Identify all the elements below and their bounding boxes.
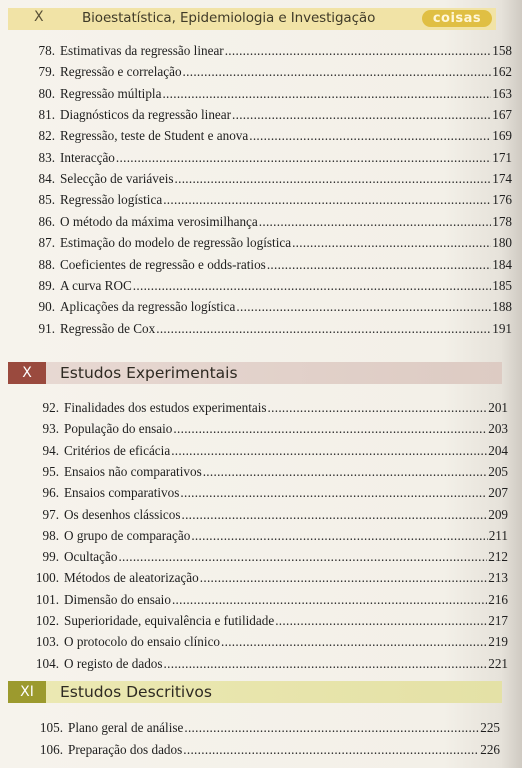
dot-leader bbox=[172, 592, 487, 608]
running-header bbox=[8, 8, 496, 30]
toc-entry-number: 99. bbox=[42, 549, 59, 565]
toc-entry-page-number: 213 bbox=[488, 570, 508, 586]
toc-entry[interactable] bbox=[0, 64, 512, 84]
toc-entry[interactable] bbox=[0, 528, 508, 548]
dot-leader bbox=[275, 613, 487, 629]
toc-entry-number: 83. bbox=[38, 149, 55, 165]
toc-entry-number: 96. bbox=[42, 485, 59, 501]
toc-entry-title: Finalidades dos estudos experimentais bbox=[64, 400, 267, 415]
toc-entry-title: Coeficientes de regressão e odds-ratios bbox=[60, 256, 266, 272]
toc-entry[interactable] bbox=[0, 235, 512, 255]
toc-entry-number: 88. bbox=[38, 256, 55, 272]
toc-entry-number: 94. bbox=[42, 442, 59, 458]
toc-entry-page-number: 178 bbox=[492, 213, 512, 229]
toc-entry[interactable] bbox=[0, 421, 508, 441]
toc-entry-page-number: 212 bbox=[488, 549, 508, 565]
section-header-estudos-experimentais bbox=[8, 362, 502, 384]
toc-entry-title: O método da máxima verosimilhança bbox=[60, 213, 258, 229]
toc-entry-page-number: 217 bbox=[488, 613, 508, 628]
dot-leader bbox=[173, 421, 487, 437]
dot-leader bbox=[203, 464, 488, 480]
toc-entry[interactable] bbox=[0, 742, 500, 762]
dot-leader bbox=[267, 257, 491, 273]
dot-leader bbox=[175, 171, 492, 187]
toc-entry-number: 106. bbox=[39, 742, 63, 757]
toc-entry[interactable] bbox=[0, 299, 512, 319]
toc-entry[interactable] bbox=[0, 443, 508, 463]
toc-entry-page-number: 180 bbox=[492, 235, 512, 251]
header-chapter-numeral: X bbox=[34, 9, 44, 25]
toc-entry-title: O registo de dados bbox=[64, 655, 163, 671]
toc-entry[interactable] bbox=[0, 171, 512, 191]
toc-entry[interactable] bbox=[0, 613, 508, 633]
toc-entry[interactable] bbox=[0, 278, 512, 298]
toc-entry-page-number: 184 bbox=[492, 256, 512, 272]
toc-entry-title: O protocolo do ensaio clínico bbox=[64, 634, 221, 650]
toc-entry[interactable] bbox=[0, 507, 508, 527]
toc-entry[interactable] bbox=[0, 634, 508, 654]
toc-entry-page-number: 162 bbox=[492, 64, 512, 80]
dot-leader bbox=[162, 86, 491, 102]
toc-entry-number: 97. bbox=[42, 506, 59, 522]
toc-entry-page-number: 174 bbox=[492, 171, 512, 187]
toc-entry-title: Estimativas da regressão linear bbox=[60, 43, 224, 58]
toc-entry-number: 82. bbox=[38, 128, 55, 144]
toc-entry-title: Critérios de eficácia bbox=[64, 442, 171, 458]
dot-leader bbox=[171, 443, 487, 459]
toc-entry-title: Preparação dos dados bbox=[68, 742, 183, 757]
toc-entry-page-number: 207 bbox=[488, 485, 508, 501]
toc-entry-title: Regressão logística bbox=[60, 192, 163, 208]
toc-entry[interactable] bbox=[0, 257, 512, 277]
dot-leader bbox=[164, 656, 488, 672]
dot-leader bbox=[118, 549, 487, 565]
dot-leader bbox=[156, 321, 491, 337]
toc-entry-number: 89. bbox=[38, 277, 55, 293]
toc-entry-number: 78. bbox=[38, 43, 55, 58]
toc-entry-number: 103. bbox=[35, 634, 59, 650]
toc-entry-number: 104. bbox=[35, 655, 59, 671]
dot-leader bbox=[249, 128, 491, 144]
toc-entry[interactable] bbox=[0, 549, 508, 569]
toc-entry-page-number: 176 bbox=[492, 192, 512, 208]
toc-entry-number: 81. bbox=[38, 107, 55, 123]
toc-entry-number: 80. bbox=[38, 85, 55, 101]
section-numeral-badge: XI bbox=[8, 681, 46, 703]
section-numeral-badge: X bbox=[8, 362, 46, 384]
toc-entry-title: Regressão e correlação bbox=[60, 64, 182, 80]
dot-leader bbox=[191, 528, 487, 544]
toc-entry[interactable] bbox=[0, 86, 512, 106]
toc-entry-title: Interacção bbox=[60, 149, 115, 165]
toc-entry[interactable] bbox=[0, 214, 512, 234]
publisher-logo: coisas bbox=[422, 10, 492, 27]
toc-entry-page-number: 203 bbox=[488, 421, 508, 437]
toc-entry[interactable] bbox=[0, 570, 508, 590]
toc-entry-title: Regressão, teste de Student e anova bbox=[60, 128, 249, 144]
toc-entry-number: 98. bbox=[42, 527, 59, 543]
toc-entry-page-number: 171 bbox=[492, 149, 512, 165]
toc-entry-number: 95. bbox=[42, 463, 59, 479]
dot-leader bbox=[236, 299, 491, 315]
toc-entry-page-number: 167 bbox=[492, 107, 512, 123]
dot-leader bbox=[133, 278, 491, 294]
toc-entry-title: Diagnósticos da regressão linear bbox=[60, 107, 232, 123]
toc-entry[interactable] bbox=[0, 128, 512, 148]
toc-entry-title: Os desenhos clássicos bbox=[64, 506, 181, 522]
toc-entry-title: Estimação do modelo de regressão logística bbox=[60, 235, 292, 251]
toc-entry-number: 86. bbox=[38, 213, 55, 229]
dot-leader bbox=[163, 192, 491, 208]
toc-entry-number: 92. bbox=[42, 400, 59, 415]
toc-entry-page-number: 225 bbox=[480, 720, 500, 735]
section-header-estudos-descritivos bbox=[8, 681, 502, 703]
toc-entry[interactable] bbox=[0, 400, 508, 420]
toc-entry[interactable] bbox=[0, 720, 500, 740]
toc-entry-number: 90. bbox=[38, 299, 55, 315]
section-title: Estudos Descritivos bbox=[60, 683, 212, 701]
toc-entry-page-number: 219 bbox=[488, 634, 508, 650]
dot-leader bbox=[232, 107, 491, 123]
dot-leader bbox=[183, 742, 479, 758]
toc-entry-page-number: 191 bbox=[492, 320, 512, 336]
dot-leader bbox=[259, 214, 491, 230]
toc-entry-page-number: 185 bbox=[492, 277, 512, 293]
dot-leader bbox=[183, 64, 492, 80]
toc-entry[interactable] bbox=[0, 192, 512, 212]
header-book-title: Bioestatística, Epidemiologia e Investigação bbox=[82, 10, 376, 26]
toc-entry-page-number: 209 bbox=[488, 506, 508, 522]
toc-entry-number: 101. bbox=[35, 591, 59, 607]
toc-entry[interactable] bbox=[0, 656, 508, 676]
toc-entry[interactable] bbox=[0, 485, 508, 505]
dot-leader bbox=[184, 720, 479, 736]
toc-entry-page-number: 221 bbox=[488, 655, 508, 671]
toc-entry-title: Plano geral de análise bbox=[68, 720, 184, 735]
toc-entry-number: 85. bbox=[38, 192, 55, 208]
toc-entry-number: 102. bbox=[35, 613, 59, 628]
toc-entry[interactable] bbox=[0, 464, 508, 484]
toc-entry-number: 105. bbox=[39, 720, 63, 735]
toc-entry-title: O grupo de comparação bbox=[64, 527, 191, 543]
toc-entry[interactable] bbox=[0, 43, 512, 63]
toc-entry[interactable] bbox=[0, 107, 512, 127]
toc-entry-title: Selecção de variáveis bbox=[60, 171, 174, 187]
toc-entry[interactable] bbox=[0, 150, 512, 170]
toc-entry-title: A curva ROC bbox=[60, 277, 132, 293]
toc-entry-page-number: 226 bbox=[480, 742, 500, 757]
toc-entry-title: Aplicações da regressão logística bbox=[60, 299, 236, 315]
toc-entry-title: Dimensão do ensaio bbox=[64, 591, 171, 607]
toc-entry-title: Superioridade, equivalência e futilidade bbox=[64, 613, 275, 628]
toc-entry-title: Métodos de aleatorização bbox=[64, 570, 199, 586]
toc-entry-page-number: 169 bbox=[492, 128, 512, 144]
toc-entry-number: 84. bbox=[38, 171, 55, 187]
toc-entry-page-number: 201 bbox=[488, 400, 508, 415]
toc-entry-title: Regressão múltipla bbox=[60, 85, 162, 101]
toc-entry-title: População do ensaio bbox=[64, 421, 173, 437]
toc-entry-number: 87. bbox=[38, 235, 55, 251]
dot-leader bbox=[225, 43, 492, 59]
toc-entry-title: Ensaios comparativos bbox=[64, 485, 180, 501]
dot-leader bbox=[200, 570, 487, 586]
toc-entry[interactable] bbox=[0, 321, 512, 341]
toc-entry[interactable] bbox=[0, 592, 508, 612]
toc-entry-page-number: 204 bbox=[488, 442, 508, 458]
toc-entry-page-number: 205 bbox=[488, 463, 508, 479]
toc-entry-number: 93. bbox=[42, 421, 59, 437]
section-title: Estudos Experimentais bbox=[60, 364, 238, 382]
toc-entry-title: Ensaios não comparativos bbox=[64, 463, 202, 479]
toc-entry-number: 100. bbox=[35, 570, 59, 586]
toc-entry-number: 91. bbox=[38, 320, 55, 336]
toc-entry-page-number: 158 bbox=[492, 43, 512, 58]
toc-entry-title: Ocultação bbox=[64, 549, 118, 565]
dot-leader bbox=[181, 507, 487, 523]
toc-entry-title: Regressão de Cox bbox=[60, 320, 156, 336]
toc-entry-page-number: 188 bbox=[492, 299, 512, 315]
dot-leader bbox=[116, 150, 491, 166]
dot-leader bbox=[221, 634, 487, 650]
toc-entry-page-number: 211 bbox=[488, 527, 508, 543]
dot-leader bbox=[268, 400, 488, 416]
dot-leader bbox=[180, 485, 487, 501]
toc-entry-page-number: 216 bbox=[488, 591, 508, 607]
toc-entry-page-number: 163 bbox=[492, 85, 512, 101]
toc-entry-number: 79. bbox=[38, 64, 55, 80]
dot-leader bbox=[292, 235, 491, 251]
